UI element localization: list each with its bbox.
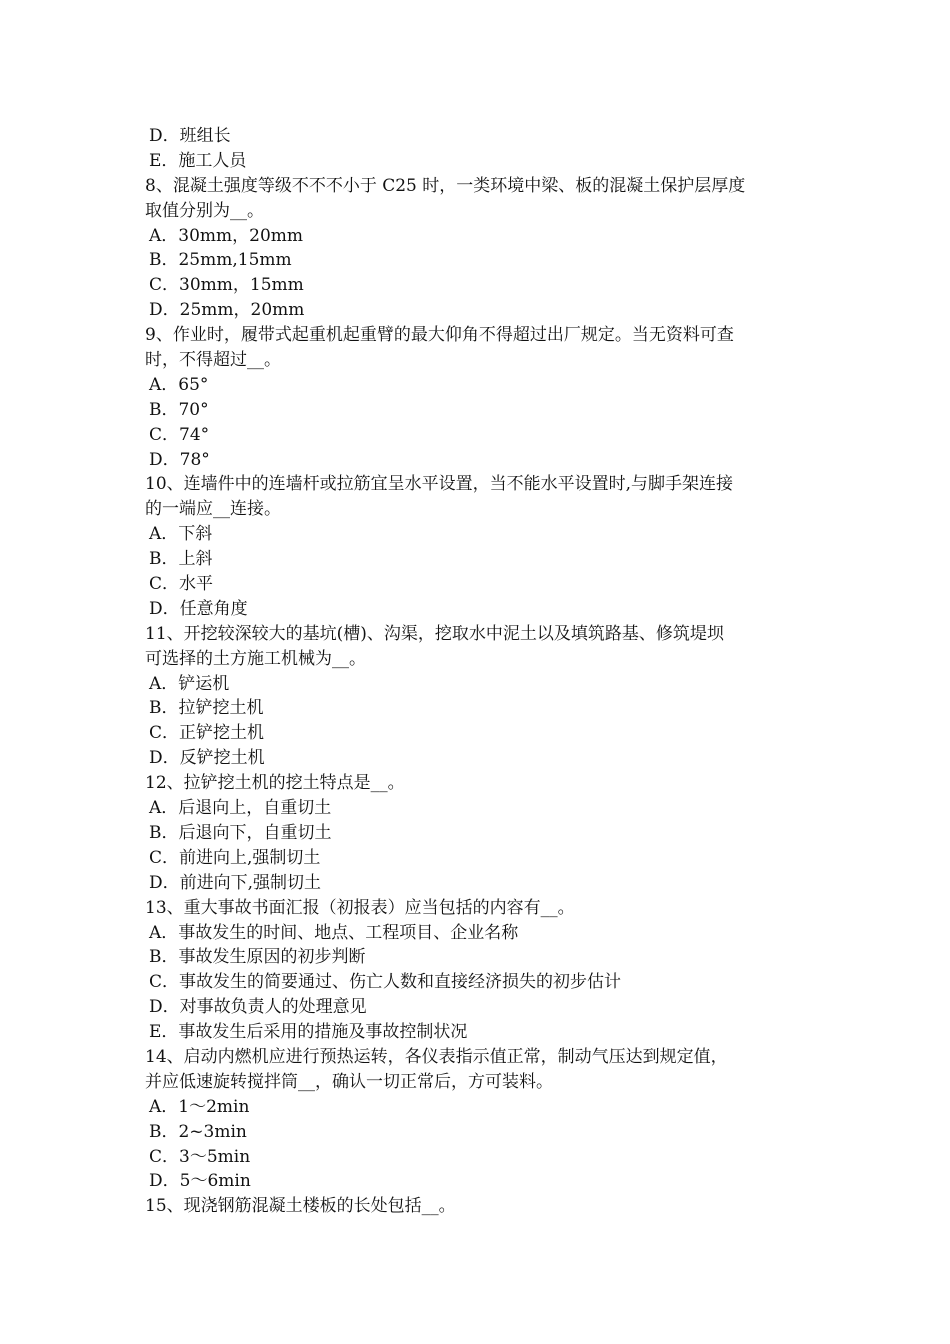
option-line: A．后退向上，自重切土: [149, 798, 332, 819]
option-line: A．事故发生的时间、地点、工程项目、企业名称: [149, 922, 519, 943]
option-line: D．班组长: [149, 126, 231, 146]
option-line: A．30mm，20mm: [149, 225, 304, 246]
option-line: D．对事故负责人的处理意见: [149, 997, 367, 1018]
question-line: 可选择的土方施工机械为__。: [145, 648, 366, 669]
option-line: B．事故发生原因的初步判断: [149, 947, 366, 968]
question-line: 11、开挖较深较大的基坑(槽)、沟渠，挖取水中泥土以及填筑路基、修筑堤坝: [145, 623, 724, 644]
option-line: B．后退向下，自重切土: [149, 822, 332, 843]
option-line: B．25mm,15mm: [149, 250, 292, 271]
option-line: D．任意角度: [149, 598, 248, 619]
question-line: 的一端应__连接。: [145, 499, 281, 520]
option-line: C．74°: [149, 424, 210, 445]
option-line: A．65°: [149, 374, 209, 395]
question-line: 10、连墙件中的连墙杆或拉筋宜呈水平设置，当不能水平设置时,与脚手架连接: [145, 474, 734, 495]
option-line: A．铲运机: [149, 673, 230, 694]
question-line: 9、作业时，履带式起重机起重臂的最大仰角不得超过出厂规定。当无资料可查: [145, 325, 734, 346]
option-line: D．5～6min: [149, 1171, 251, 1192]
option-line: B．拉铲挖土机: [149, 698, 264, 719]
question-line: 并应低速旋转搅拌筒__，确认一切正常后，方可装料。: [145, 1071, 553, 1092]
option-line: E．事故发生后采用的措施及事故控制状况: [149, 1022, 468, 1043]
option-line: C．正铲挖土机: [149, 723, 265, 744]
option-line: B．上斜: [149, 549, 213, 570]
option-line: D．反铲挖土机: [149, 748, 265, 769]
question-line: 15、现浇钢筋混凝土楼板的长处包括__。: [145, 1196, 456, 1217]
option-line: C．水平: [149, 574, 214, 595]
option-line: C．事故发生的简要通过、伤亡人数和直接经济损失的初步估计: [149, 972, 622, 993]
option-line: B．70°: [149, 399, 209, 420]
option-line: C．3～5min: [149, 1146, 251, 1167]
option-line: A．1～2min: [149, 1096, 250, 1117]
option-line: D．78°: [149, 449, 210, 470]
question-line: 13、重大事故书面汇报（初报表）应当包括的内容有__。: [145, 897, 575, 918]
question-line: 12、拉铲挖土机的挖土特点是__。: [145, 773, 405, 794]
question-text-block: [145, 124, 810, 1219]
option-line: C．前进向上,强制切土: [149, 847, 321, 868]
option-line: C．30mm，15mm: [149, 275, 304, 296]
question-line: 取值分别为__。: [145, 200, 264, 221]
option-line: D．25mm，20mm: [149, 300, 305, 321]
option-line: E．施工人员: [149, 150, 247, 171]
option-line: D．前进向下,强制切土: [149, 872, 322, 893]
question-line: 8、混凝土强度等级不不不小于 C25 时，一类环境中梁、板的混凝土保护层厚度: [145, 175, 746, 196]
option-line: B．2~3min: [149, 1121, 247, 1142]
question-line: 时，不得超过__。: [145, 350, 281, 371]
option-line: A．下斜: [149, 524, 213, 545]
question-line: 14、启动内燃机应进行预热运转，各仪表指示值正常，制动气压达到规定值，: [145, 1046, 728, 1067]
